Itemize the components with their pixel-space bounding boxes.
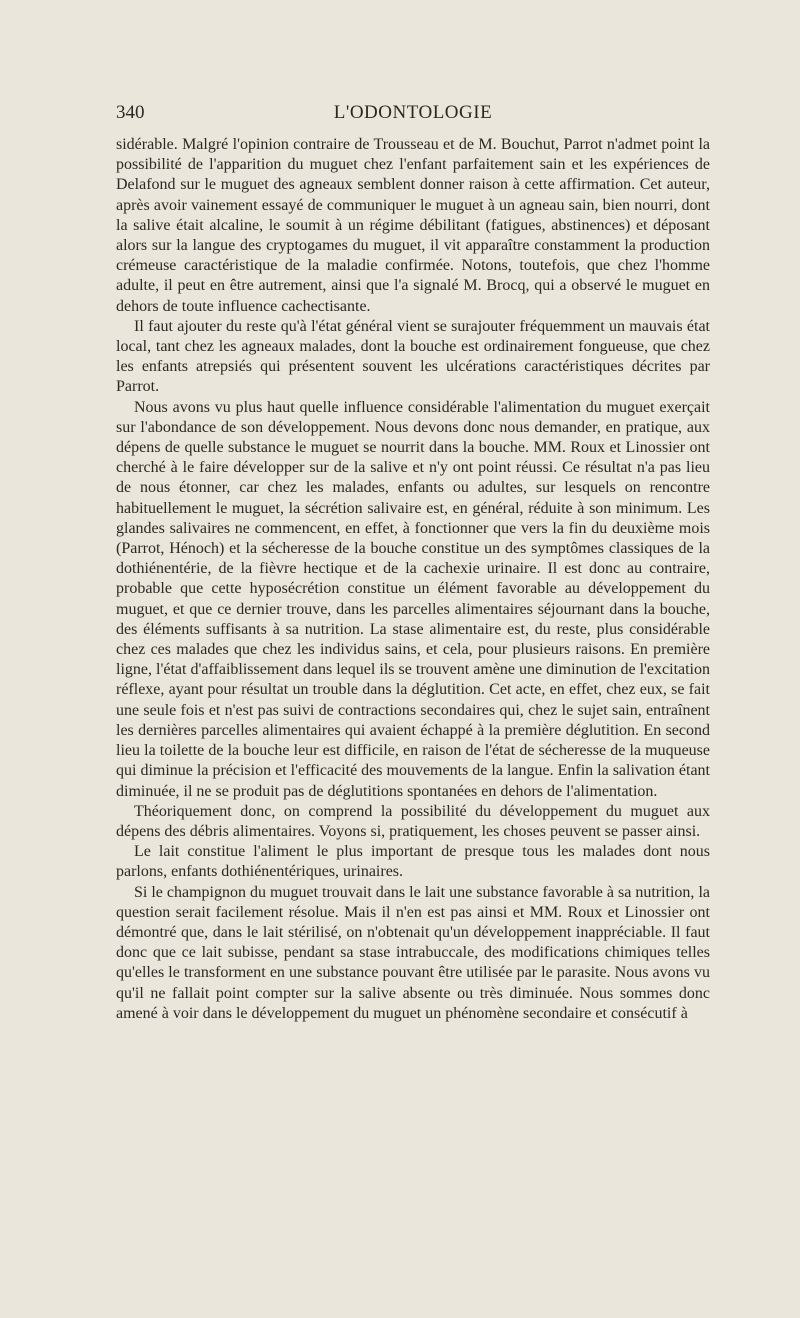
paragraph-6: Si le champignon du muguet trouvait dans le lait une substance favorable à sa nutrition, la question serait facilement résolue. Mais il n'en est pas ainsi et MM. Roux et Linossier ont démontré que, dans le lait stérilisé, on n'obtenait qu'un développement inappréciable. Il faut donc que ce lait subisse, pendant sa stase intrabuccale, des modifications chimiques telles qu'elles le transforment en une substance pouvant être utilisée par le parasite. Nous avons vu qu'il ne fallait point compter sur la salive absente ou très diminuée. Nous sommes donc amené à voir dans le développement du muguet un phénomène secondaire et consécutif à	[116, 883, 710, 1022]
paragraph-4: Théoriquement donc, on comprend la possibilité du développement du muguet aux dépens des débris alimentaires. Voyons si, pratiquement, les choses peuvent se passer ainsi.	[116, 802, 710, 840]
paragraph-3: Nous avons vu plus haut quelle influence considérable l'alimentation du muguet exerçait sur l'abondance de son développement. Nous devons donc nous demander, en pratique, aux dépens de quelle substance le muguet se nourrit dans la bouche. MM. Roux et Linossier ont cherché à le faire développer sur de la salive et n'y ont point réussi. Ce résultat n'a pas lieu de nous étonner, car chez les malades, enfants ou adultes, sur lesquels on rencontre habituellement le muguet, la sécrétion salivaire est, en général, réduite à son minimum. Les glandes salivaires ne commencent, en effet, à fonctionner que vers la fin du deuxième mois (Parrot, Hénoch) et la sécheresse de la bouche constitue un des symptômes classiques de la dothiénentérie, de la fièvre hectique et de la cachexie urinaire. Il est donc au contraire, probable que cette hyposécrétion constitue un élément favorable au développement du muguet, et que ce dernier trouve, dans les parcelles alimentaires séjournant dans la bouche, des éléments suffisants à sa nutrition. La stase alimentaire est, du reste, plus considérable chez ces malades que chez les individus sains, et cela, pour plusieurs raisons. En première ligne, l'état d'affaiblissement dans lequel ils se trouvent amène une diminution de l'excitation réflexe, ayant pour résultat un trouble dans la déglutition. Cet acte, en effet, chez eux, se fait une seule fois et n'est pas suivi de contractions secondaires qui, chez le sujet sain, entraînent les dernières parcelles alimentaires qui avaient échappé à la première déglutition. En second lieu la toilette de la bouche leur est difficile, en raison de l'état de sécheresse de la muqueuse qui diminue la précision et l'efficacité des mouvements de la langue. Enfin la salivation étant diminuée, il ne se produit pas de déglutitions spontanées en dehors de l'alimentation.	[116, 398, 710, 800]
paragraph-2: Il faut ajouter du reste qu'à l'état général vient se surajouter fréquemment un mauvais état local, tant chez les agneaux malades, dont la bouche est ordinairement fongueuse, que chez les enfants atrepsiés qui présentent souvent les ulcérations caractéristiques décrites par Parrot.	[116, 317, 710, 396]
paragraph-1: sidérable. Malgré l'opinion contraire de Trousseau et de M. Bouchut, Parrot n'admet point la possibilité de l'apparition du muguet chez l'enfant parfaitement sain et les expériences de Delafond sur le muguet des agneaux semblent donner raison à cette affirmation. Cet auteur, après avoir vainement essayé de communiquer le muguet à un agneau sain, bien nourri, dont la salive était alcaline, le soumit à un régime débilitant (fatigues, abstinences) et déposant alors sur la langue des cryptogames du muguet, il vit apparaître constamment la production crémeuse caractéristique de la maladie confirmée. Notons, toutefois, que chez l'homme adulte, il peut en être autrement, ainsi que l'a signalé M. Brocq, qui a observé le muguet en dehors de toute influence cachectisante.	[116, 136, 710, 315]
paragraph-5: Le lait constitue l'aliment le plus important de presque tous les malades dont nous parlons, enfants dothiénentériques, urinaires.	[116, 843, 710, 881]
page-number: 340	[116, 102, 145, 123]
running-title: L'ODONTOLOGIE	[333, 102, 493, 123]
body-text	[116, 135, 710, 1024]
document-page	[116, 100, 710, 1024]
page-header	[116, 100, 710, 130]
